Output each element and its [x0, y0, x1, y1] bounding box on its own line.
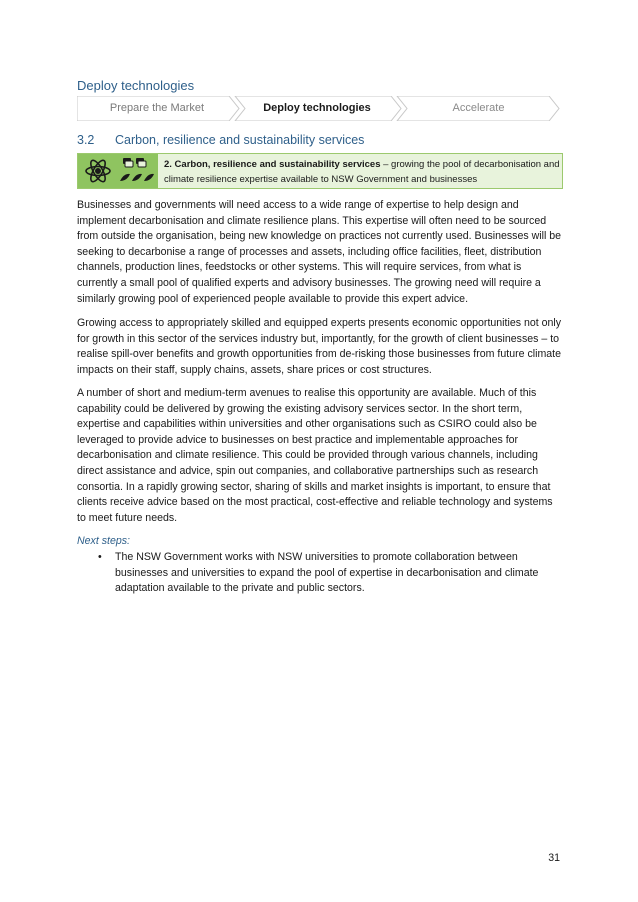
- paragraph-2: Growing access to appropriately skilled and equipped experts presents economic opportunities not only for growth in this sector of the services industry but, importantly, for the growth of client businesses – to realise spill-over benefits and growth opportunities from de-risking those businesses from future climate impacts on their staff, supply chains, assets, share prices or cost structures.: [77, 317, 562, 376]
- callout-icon-panel: [78, 154, 158, 188]
- list-item: [77, 550, 563, 597]
- callout-description: – growing the pool of decarbonisation and climate resilience expertise available to NSW Government and businesses: [164, 159, 560, 185]
- paragraph-3: A number of short and medium-term avenues to realise this opportunity are available. Much of this capability could be delivered by growing the existing advisory services sector. In the short term, expertise and capabilities within universities and other organisations such as CSIRO could also be leveraged to provide advice to businesses on best practice and implementable approaches for decarbonisation and climate resilience. This could be provided through various channels, including direct assistance and advice, spin out companies, and collaborative partnerships such as research consortia. In a rapidly growing sector, sharing of skills and market insights is important, to ensure that clients receive advice based on the most practical, cost-effective and reliable technology and systems to meet future needs.: [77, 387, 553, 524]
- bullet-icon: •: [98, 551, 102, 563]
- progress-stepper: [77, 96, 560, 121]
- subsection-title: Carbon, resilience and sustainability services: [115, 133, 365, 147]
- next-step-text: The NSW Government works with NSW universities to promote collaboration between businesses and universities to expand the pool of expertise in decarbonisation and climate adaptation available to the private and public sectors.: [115, 551, 539, 595]
- focus-area-callout: [77, 153, 563, 189]
- callout-text: [164, 157, 560, 187]
- section-heading: Deploy technologies: [77, 78, 195, 93]
- leaf-icon: [120, 174, 154, 181]
- money-stack-icon: [123, 158, 146, 167]
- step-prepare-the-market: Prepare the Market: [109, 102, 205, 114]
- next-steps-label: Next steps:: [77, 535, 130, 547]
- page-number: 31: [548, 852, 560, 864]
- callout-bold-title: 2. Carbon, resilience and sustainability services: [164, 159, 381, 170]
- paragraph-1: Businesses and governments will need access to a wide range of expertise to help design and implement decarbonisation and climate resilience plans. This expertise will often need to be sourced from outside the organisation, being new knowledge on practices not currently used. Businesses will be seeking to decarbonise a range of processes and assets, including office facilities, fleet, distribution channels, production lines, feedstocks or other systems. This will require services, from what is currently a small pool of qualified experts and advisory businesses. The growing need will require a similarly growing pool of experienced people available to provide this expert advice.: [77, 199, 562, 305]
- subsection-number: 3.2: [77, 133, 95, 147]
- atom-icon: [86, 158, 110, 183]
- step-deploy-technologies: Deploy technologies: [263, 102, 371, 114]
- subsection-heading: [77, 133, 364, 147]
- next-steps-list: [77, 550, 563, 597]
- step-accelerate: Accelerate: [452, 102, 505, 114]
